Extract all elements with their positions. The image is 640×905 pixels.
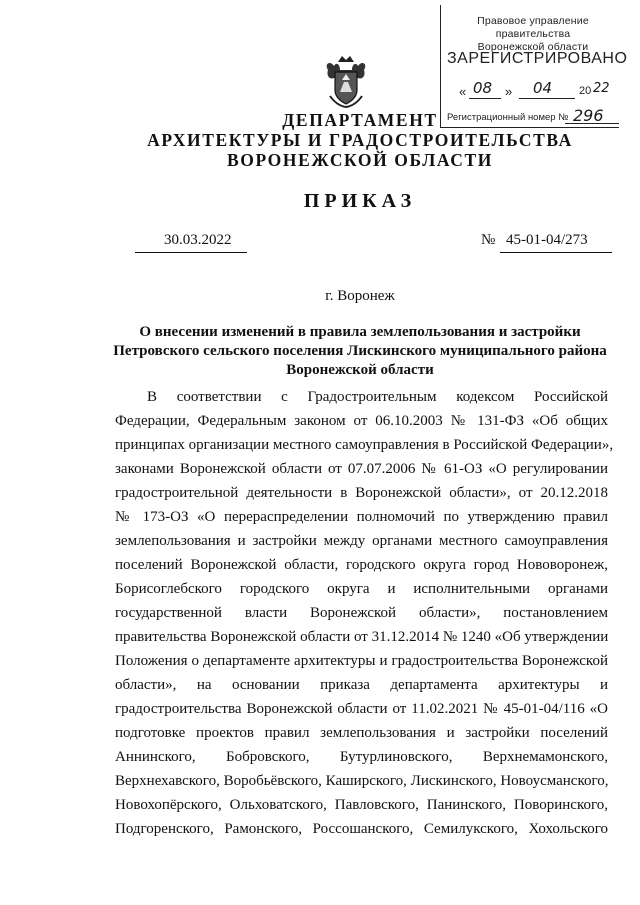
stamp-org-line-1: Правовое управление правительства bbox=[477, 15, 589, 40]
number-sign: № bbox=[481, 232, 496, 248]
body-line: В соответствии с Градостроительным кодексом Российской bbox=[147, 389, 608, 405]
body-line: области», на основании приказа департамента архитектуры и bbox=[115, 677, 608, 693]
title-line-3: Воронежской области bbox=[286, 362, 434, 378]
body-line: законами Воронежской области от 07.07.2006 № 61-ОЗ «О регулировании bbox=[115, 461, 608, 477]
body-line: Аннинского, Бобровского, Бутурлиновского, Верхнемамонского, bbox=[115, 749, 608, 765]
body-line: Верхнехавского, Воробьёвского, Каширского, Лискинского, Новоусманского, bbox=[115, 773, 609, 789]
body-line: Борисоглебского городского округа и исполнительными органами bbox=[115, 581, 608, 597]
stamp-reg-number: 296 bbox=[573, 106, 604, 125]
title-line-1: О внесении изменений в правила землепользования и застройки bbox=[139, 324, 581, 340]
body-line: Новохопёрского, Ольховатского, Павловского, Панинского, Поворинского, bbox=[115, 797, 608, 813]
body-line: землепользования и застройки между органами местного самоуправления bbox=[115, 533, 608, 549]
stamp-month: 04 bbox=[533, 79, 553, 97]
number-underline bbox=[500, 252, 612, 253]
body-line: № 173-ОЗ «О перераспределении полномочий по утверждению правил bbox=[115, 509, 608, 525]
department-name-line-3: ВОРОНЕЖСКОЙ ОБЛАСТИ bbox=[226, 150, 493, 170]
title-line-2: Петровского сельского поселения Лискинского муниципального района bbox=[113, 343, 607, 359]
stamp-date bbox=[459, 81, 619, 101]
coat-of-arms-icon bbox=[322, 52, 370, 110]
date-underline bbox=[135, 252, 247, 253]
department-name-line-1: ДЕПАРТАМЕНТ bbox=[282, 110, 438, 130]
body-text bbox=[115, 385, 614, 841]
department-name-line-2: АРХИТЕКТУРЫ И ГРАДОСТРОИТЕЛЬСТВА bbox=[147, 130, 573, 150]
body-line: поселений Воронежской области, городского округа город Нововоронеж, bbox=[115, 557, 608, 573]
stamp-year-prefix: 20 bbox=[579, 85, 592, 97]
order-number: 45-01-04/273 bbox=[506, 232, 588, 248]
body-line: градостроительства Воронежской области от 11.02.2021 № 45-01-04/116 «О bbox=[115, 701, 608, 717]
stamp-day: 08 bbox=[473, 79, 493, 97]
order-title bbox=[110, 323, 610, 380]
stamp-reg-label: Регистрационный номер № bbox=[447, 112, 569, 123]
body-line: государственной власти Воронежской области», постановлением bbox=[115, 605, 608, 621]
body-line: Положения о департаменте архитектуры и градостроительства Воронежской bbox=[115, 653, 608, 669]
body-line: градостроительной деятельности в Воронежской области», от 20.12.2018 bbox=[115, 485, 608, 501]
body-line: Федерации, Федеральным законом от 06.10.2003 № 131-ФЗ «Об общих bbox=[115, 413, 608, 429]
stamp-year-suffix: 22 bbox=[593, 81, 610, 96]
stamp-org-line-2: Воронежской области bbox=[477, 41, 589, 53]
body-line: Подгоренского, Рамонского, Россошанского, Семилукского, Хохольского bbox=[115, 821, 608, 837]
body-line: принципах организации местного самоуправления в Российской Федерации», bbox=[115, 437, 614, 453]
stamp-close-quote: » bbox=[505, 84, 513, 99]
body-line: правительства Воронежской области от 31.12.2014 № 1240 «Об утверждении bbox=[115, 629, 609, 645]
body-line: подготовке проектов правил землепользования и застройки поселений bbox=[115, 725, 608, 741]
stamp-status: ЗАРЕГИСТРИРОВАНО bbox=[447, 50, 628, 67]
stamp-open-quote: « bbox=[459, 84, 467, 99]
document-type: ПРИКАЗ bbox=[303, 190, 417, 212]
order-date: 30.03.2022 bbox=[164, 232, 232, 248]
stamp-organization bbox=[447, 15, 619, 54]
city: г. Воронеж bbox=[325, 288, 395, 304]
